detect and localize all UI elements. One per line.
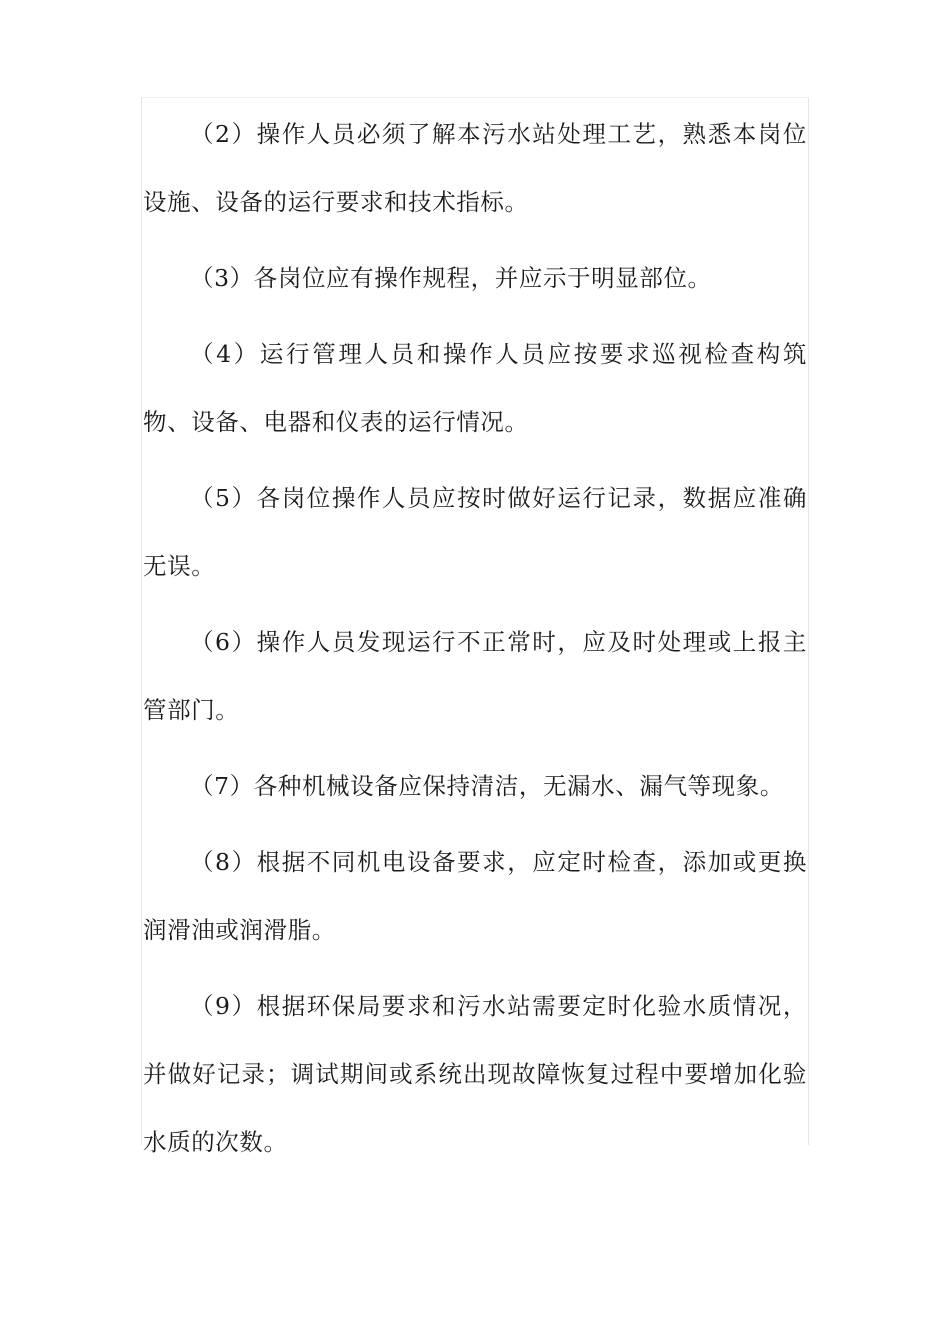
document-body xyxy=(143,100,807,1176)
paragraph-item-7: （7）各种机械设备应保持清洁，无漏水、漏气等现象。 xyxy=(190,772,784,800)
paragraph-item-4: （4）运行管理人员和操作人员应按要求巡视检查构筑物、设备、电器和仪表的运行情况。 xyxy=(143,340,807,436)
paragraph-item-2: （2）操作人员必须了解本污水站处理工艺，熟悉本岗位设施、设备的运行要求和技术指标。 xyxy=(143,120,807,216)
paragraph-item-8: （8）根据不同机电设备要求，应定时检查，添加或更换润滑油或润滑脂。 xyxy=(143,848,807,944)
paragraph-item-3: （3）各岗位应有操作规程，并应示于明显部位。 xyxy=(190,264,712,292)
paragraph-item-6: （6）操作人员发现运行不正常时，应及时处理或上报主管部门。 xyxy=(143,628,807,724)
paragraph-item-5: （5）各岗位操作人员应按时做好运行记录，数据应准确无误。 xyxy=(143,484,807,580)
paragraph-item-9: （9）根据环保局要求和污水站需要定时化验水质情况，并做好记录；调试期间或系统出现故障恢复过程中要增加化验水质的次数。 xyxy=(143,992,807,1156)
